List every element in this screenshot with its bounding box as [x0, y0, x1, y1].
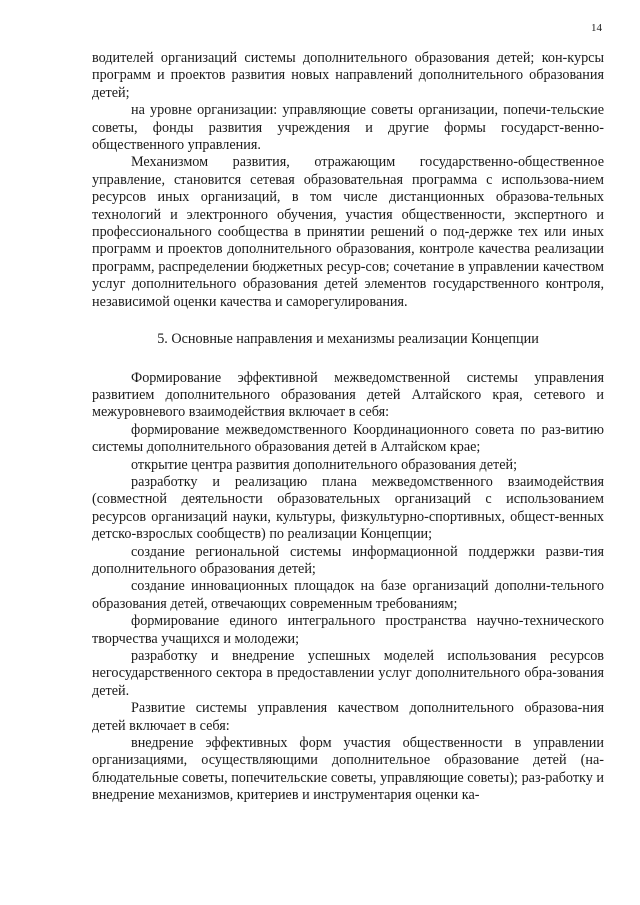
paragraph-0: водителей организаций системы дополнительного образования детей; кон-курсы программ и проектов развития новых направлений дополнительного образования детей;	[92, 50, 604, 101]
paragraph-2: Механизмом развития, отражающим государственно-общественное управление, становится сетевая образовательная программа с использова-нием ресурсов иных организаций, в том числе дистанционных образова-тельных технологий и электронного обучения, участия общественности, экспертного и профессионального сообщества в принятии решений о под-держке тех или иных программ и проектов дополнительного образования, контроле качества реализации программ, распределении бюджетных ресур-сов; сочетание в управлении качеством услуг дополнительного образования детей элементов государственного контроля, независимой оценки качества и саморегулирования.	[92, 154, 604, 310]
document-body	[92, 50, 604, 805]
paragraph-1: на уровне организации: управляющие советы организации, попечи-тельские советы, фонды развития учреждения и другие формы государст-венно-общественного управления.	[92, 102, 604, 154]
paragraph-12: Развитие системы управления качеством дополнительного образова-ния детей включает в себя:	[92, 700, 604, 734]
paragraph-11: разработку и внедрение успешных моделей использования ресурсов негосударственного сектора в предоставлении услуг дополнительного обра-зования детей.	[92, 648, 604, 699]
paragraph-7: разработку и реализацию плана межведомственного взаимодействия (совместной деятельности образовательных организаций с использованием ресурсов организаций науки, культуры, физкультурно-спортивных, общест-венных детско-взрослых сообществ) по реализации Концепции;	[92, 473, 604, 543]
paragraph-5: формирование межведомственного Координационного совета по раз-витию системы дополнительного образования детей в Алтайском крае;	[92, 421, 604, 456]
paragraph-8: создание региональной системы информационной поддержки разви-тия дополнительного образования детей;	[92, 543, 604, 577]
page-number: 14	[591, 22, 602, 34]
paragraph-10: формирование единого интегрального пространства научно-технического творчества учащихся и молодежи;	[92, 613, 604, 647]
paragraph-6: открытие центра развития дополнительного образования детей;	[131, 456, 518, 473]
paragraph-13: внедрение эффективных форм участия общественности в управлении организациями, осуществляющими дополнительное образование детей (на-блюдательные советы, попечительские советы, управляющие советы); раз-работку и внедрение механизмов, критериев и инструментария оценки ка-	[92, 735, 604, 804]
section-heading: 5. Основные направления и механизмы реализации Концепции	[157, 331, 539, 348]
paragraph-4: Формирование эффективной межведомственной системы управления развитием дополнительного образования детей Алтайского края, сетевого и межуровневого взаимодействия включает в себя:	[92, 369, 604, 421]
paragraph-9: создание инновационных площадок на базе организаций дополни-тельного образования детей, отвечающих современным требованиям;	[92, 578, 604, 612]
